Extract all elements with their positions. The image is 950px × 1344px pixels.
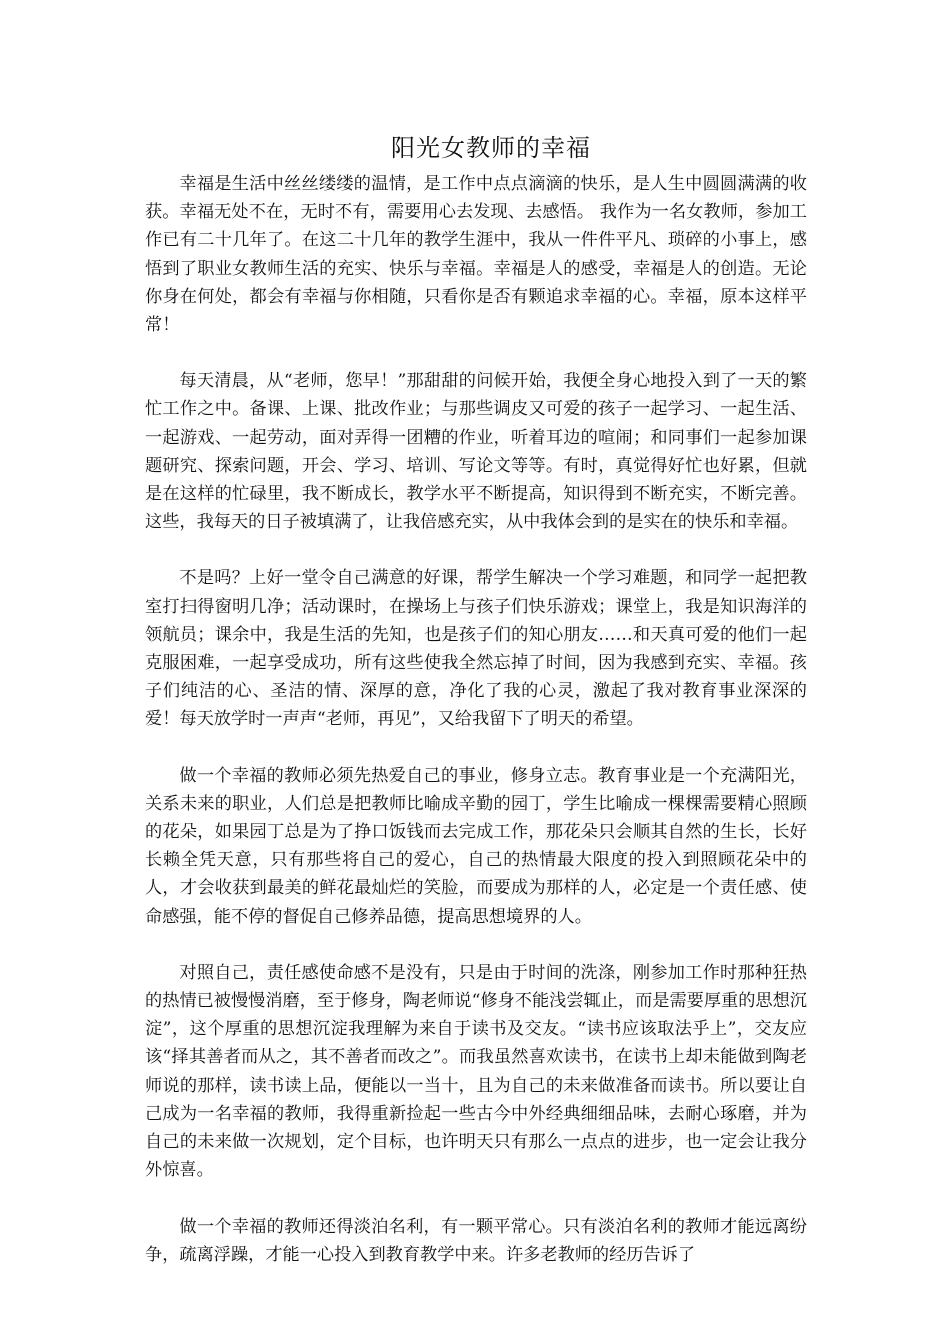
paragraph: 不是吗？上好一堂令自己满意的好课，帮学生解决一个学习难题，和同学一起把教室打扫得窗明几净；活动课时，在操场上与孩子们快乐游戏；课堂上，我是知识海洋的领航员；课余中，我是生活的先知，也是孩子们的知心朋友……和天真可爱的他们一起克服困难，一起享受成功，所有这些使我全然忘掉了时间，因为我感到充实、幸福。孩子们纯洁的心、圣洁的情、深厚的意，净化了我的心灵，激起了我对教育事业深深的爱！每天放学时一声声“老师，再见”，又给我留下了明天的希望。 <box>145 568 807 730</box>
paragraph: 对照自己，责任感使命感不是没有，只是由于时间的洗涤，刚参加工作时那种狂热的热情已被慢慢消磨，至于修身，陶老师说“修身不能浅尝辄止，而是需要厚重的思想沉淀”，这个厚重的思想沉淀我理解为来自于读书及交友。“读书应该取法乎上”，交友应该“择其善者而从之，其不善者而改之”。而我虽然喜欢读书，在读书上却未能做到陶老师说的那样，读书读上品，便能以一当十，且为自己的未来做准备而读书。所以要让自己成为一名幸福的教师，我得重新捡起一些古今中外经典细细品味，去耐心琢磨，并为自己的未来做一次规划，定个目标，也许明天只有那么一点点的进步，也一定会让我分外惊喜。 <box>145 962 807 1181</box>
paragraph: 做一个幸福的教师必须先热爱自己的事业，修身立志。教育事业是一个充满阳光，关系未来的职业，人们总是把教师比喻成辛勤的园丁，学生比喻成一棵棵需要精心照顾的花朵，如果园丁总是为了挣口饭钱而去完成工作，那花朵只会顺其自然的生长，长好长赖全凭天意，只有那些将自己的爱心，自己的热情最大限度的投入到照顾花朵中的人，才会收获到最美的鲜花最灿烂的笑脸，而要成为那样的人，必定是一个责任感、使命感强，能不停的督促自己修养品德，提高思想境界的人。 <box>145 765 807 927</box>
paragraph: 幸福是生活中丝丝缕缕的温情，是工作中点点滴滴的快乐，是人生中圆圆满满的收获。幸福无处不在，无时不有，需要用心去发现、去感悟。 我作为一名女教师，参加工作已有二十几年了。在这二十几年的教学生涯中，我从一件件平凡、琐碎的小事上，感悟到了职业女教师生活的充实、快乐与幸福。幸福是人的感受，幸福是人的创造。无论你身在何处，都会有幸福与你相随，只看你是否有颗追求幸福的心。幸福，原本这样平常！ <box>145 174 807 336</box>
document-page <box>145 128 807 1297</box>
document-title: 阳光女教师的幸福 <box>391 134 591 162</box>
paragraph: 每天清晨，从“老师，您早！”那甜甜的问候开始，我便全身心地投入到了一天的繁忙工作之中。备课、上课、批改作业；与那些调皮又可爱的孩子一起学习、一起生活、一起游戏、一起劳动，面对弄得一团糟的作业，听着耳边的喧闹；和同事们一起参加课题研究、探索问题，开会、学习、培训、写论文等等。有时，真觉得好忙也好累，但就是在这样的忙碌里，我不断成长，教学水平不断提高，知识得到不断充实，不断完善。这些，我每天的日子被填满了，让我倍感充实，从中我体会到的是实在的快乐和幸福。 <box>145 371 807 533</box>
paragraph: 做一个幸福的教师还得淡泊名利，有一颗平常心。只有淡泊名利的教师才能远离纷争，疏离浮躁，才能一心投入到教育教学中来。许多老教师的经历告诉了 <box>145 1216 807 1265</box>
